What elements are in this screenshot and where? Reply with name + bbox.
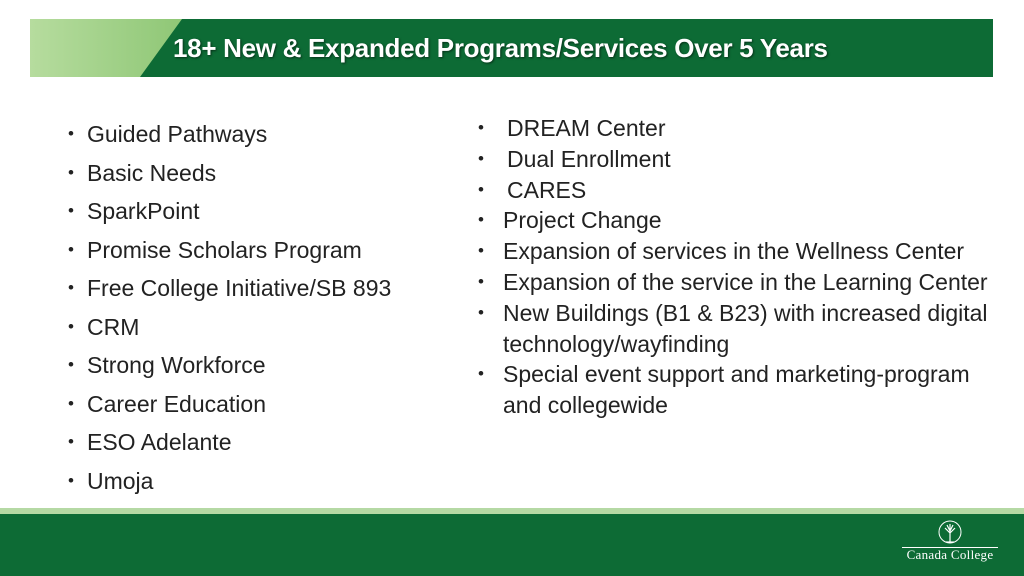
list-item: • New Buildings (B1 & B23) with increased digital technology/wayfinding bbox=[478, 298, 998, 360]
logo-text: Canada College bbox=[902, 547, 998, 562]
list-item: • Free College Initiative/SB 893 bbox=[68, 269, 448, 308]
list-item: • Special event support and marketing-program and collegewide bbox=[478, 359, 998, 421]
right-program-list bbox=[478, 113, 998, 421]
slide-title: 18+ New & Expanded Programs/Services Over 5 Years bbox=[173, 33, 828, 63]
title-banner bbox=[30, 19, 993, 77]
list-item: • Umoja bbox=[68, 462, 448, 501]
left-program-list bbox=[68, 115, 448, 500]
list-item: • CARES bbox=[478, 175, 998, 206]
list-item: • Dual Enrollment bbox=[478, 144, 998, 175]
list-item: • DREAM Center bbox=[478, 113, 998, 144]
tree-emblem-icon bbox=[935, 520, 965, 546]
list-item: • Project Change bbox=[478, 205, 998, 236]
list-item: • SparkPoint bbox=[68, 192, 448, 231]
list-item: • ESO Adelante bbox=[68, 423, 448, 462]
list-item: • Expansion of services in the Wellness Center bbox=[478, 236, 998, 267]
list-item: • Expansion of the service in the Learning Center bbox=[478, 267, 998, 298]
footer-bar bbox=[0, 514, 1024, 576]
list-item: • Promise Scholars Program bbox=[68, 231, 448, 270]
list-item: • Career Education bbox=[68, 385, 448, 424]
list-item: • Strong Workforce bbox=[68, 346, 448, 385]
list-item: • Basic Needs bbox=[68, 154, 448, 193]
college-logo bbox=[898, 520, 1002, 570]
list-item: • CRM bbox=[68, 308, 448, 347]
list-item: • Guided Pathways bbox=[68, 115, 448, 154]
